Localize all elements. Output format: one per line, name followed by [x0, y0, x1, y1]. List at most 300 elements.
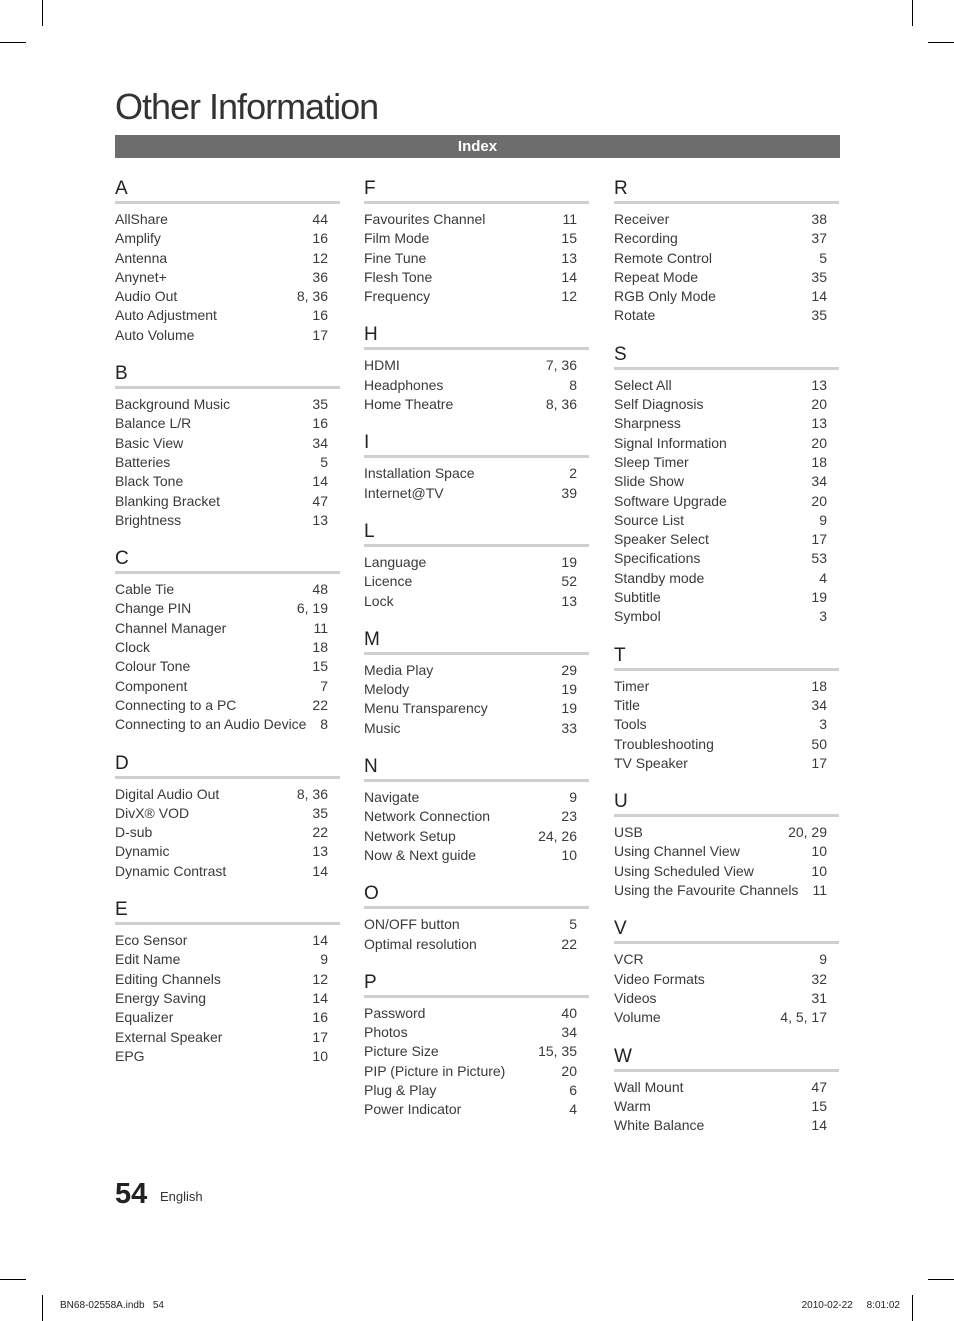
index-entry — [614, 1116, 839, 1135]
index-section — [364, 972, 589, 1120]
index-pages: 35 — [312, 396, 328, 413]
index-pages: 20 — [811, 396, 827, 413]
index-entry — [115, 950, 340, 969]
index-entry — [115, 326, 340, 345]
index-term: Blanking Bracket — [115, 492, 221, 509]
index-section — [364, 521, 589, 611]
index-entry — [614, 607, 839, 626]
index-pages: 11 — [313, 619, 328, 636]
index-entry — [115, 823, 340, 842]
index-entry — [115, 434, 340, 453]
index-entry — [364, 572, 589, 591]
index-entry — [614, 677, 839, 696]
index-section — [364, 178, 589, 306]
index-entry — [364, 807, 589, 826]
index-term: Symbol — [614, 608, 661, 625]
index-pages: 20 — [811, 434, 827, 451]
index-pages: 22 — [561, 935, 577, 952]
index-term: Installation Space — [364, 465, 475, 482]
index-pages: 40 — [561, 1004, 577, 1021]
index-pages: 37 — [811, 230, 827, 247]
index-term: Editing Channels — [115, 970, 221, 987]
index-pages: 9 — [819, 511, 827, 528]
index-term: Wall Mount — [614, 1078, 684, 1095]
index-pages: 14 — [312, 932, 328, 949]
index-pages: 13 — [312, 511, 328, 528]
index-pages: 11 — [562, 211, 577, 227]
index-section — [614, 918, 839, 1027]
index-term: Signal Information — [614, 434, 727, 451]
index-term: Using Scheduled View — [614, 862, 754, 879]
index-term: AllShare — [115, 211, 168, 227]
section-letter: V — [614, 918, 839, 944]
index-entry — [115, 970, 340, 989]
index-term: External Speaker — [115, 1028, 223, 1045]
index-term: Videos — [614, 989, 657, 1006]
index-entry — [364, 719, 589, 738]
index-entry — [115, 1028, 340, 1047]
index-term: Auto Adjustment — [115, 307, 217, 324]
page-language: English — [160, 1189, 203, 1204]
index-pages: 5 — [569, 916, 577, 933]
index-term: Lock — [364, 592, 394, 609]
index-entry — [115, 638, 340, 657]
index-pages: 9 — [320, 951, 328, 968]
index-entry — [614, 549, 839, 568]
index-term: Black Tone — [115, 473, 184, 490]
index-term: Software Upgrade — [614, 492, 727, 509]
index-term: Anynet+ — [115, 268, 167, 285]
section-letter: C — [115, 548, 340, 574]
index-entry — [115, 249, 340, 268]
section-letter: E — [115, 899, 340, 925]
index-pages: 17 — [811, 531, 827, 548]
index-pages: 12 — [312, 970, 328, 987]
index-pages: 6 — [569, 1082, 577, 1099]
index-pages: 10 — [811, 843, 827, 860]
index-pages: 14 — [561, 268, 577, 285]
index-entry — [364, 592, 589, 611]
page-number: 54 — [115, 1178, 148, 1210]
index-term: Optimal resolution — [364, 935, 477, 952]
index-entry — [614, 823, 839, 842]
index-pages: 16 — [312, 230, 328, 247]
index-pages: 10 — [811, 862, 827, 879]
section-letter: O — [364, 883, 589, 909]
index-pages: 13 — [312, 843, 328, 860]
index-pages: 8, 36 — [296, 288, 328, 305]
index-pages: 12 — [312, 249, 328, 266]
crop-mark — [0, 1279, 26, 1280]
index-entry — [364, 1004, 589, 1023]
index-pages: 17 — [312, 1028, 328, 1045]
index-pages: 3 — [819, 716, 827, 733]
section-letter: M — [364, 629, 589, 655]
index-section — [115, 548, 340, 734]
index-pages: 33 — [561, 719, 577, 736]
index-entry — [614, 434, 839, 453]
index-entry — [364, 376, 589, 395]
index-entry — [115, 1008, 340, 1027]
crop-mark — [42, 0, 43, 26]
index-pages: 20, 29 — [788, 824, 827, 841]
index-entry — [115, 210, 340, 229]
index-term: Balance L/R — [115, 415, 192, 432]
index-term: Favourites Channel — [364, 211, 486, 227]
index-pages: 15 — [811, 1097, 827, 1114]
index-entry — [614, 229, 839, 248]
index-entry — [115, 931, 340, 950]
index-pages: 4, 5, 17 — [780, 1009, 827, 1026]
section-letter: B — [115, 363, 340, 389]
index-entry — [364, 249, 589, 268]
section-letter: I — [364, 432, 589, 458]
page-title: Other Information — [115, 86, 379, 127]
index-header-bar: Index — [115, 135, 840, 158]
index-entry — [614, 569, 839, 588]
index-entry — [115, 268, 340, 287]
index-term: Edit Name — [115, 951, 181, 968]
index-section — [115, 899, 340, 1066]
index-entry — [364, 1081, 589, 1100]
crop-mark — [912, 1295, 913, 1321]
index-pages: 10 — [312, 1047, 328, 1064]
index-pages: 12 — [561, 288, 577, 305]
index-term: Component — [115, 677, 188, 694]
index-term: Timer — [614, 677, 650, 694]
index-entry — [364, 356, 589, 375]
index-pages: 18 — [312, 639, 328, 656]
index-pages: 23 — [561, 808, 577, 825]
index-entry — [364, 1042, 589, 1061]
index-entry — [614, 715, 839, 734]
section-letter: H — [364, 324, 589, 350]
crop-mark — [928, 42, 954, 43]
index-term: Source List — [614, 511, 685, 528]
index-term: Network Setup — [364, 827, 456, 844]
index-term: Internet@TV — [364, 484, 444, 501]
index-entry — [614, 989, 839, 1008]
index-pages: 4 — [569, 1101, 577, 1118]
index-term: Sleep Timer — [614, 453, 689, 470]
index-pages: 19 — [811, 589, 827, 606]
index-pages: 35 — [811, 307, 827, 324]
index-term: Receiver — [614, 211, 670, 227]
index-pages: 47 — [811, 1078, 827, 1095]
index-pages: 14 — [811, 288, 827, 305]
index-pages: 9 — [819, 951, 827, 968]
index-pages: 35 — [312, 804, 328, 821]
index-term: Remote Control — [614, 249, 713, 266]
index-pages: 16 — [312, 415, 328, 432]
index-term: Channel Manager — [115, 619, 227, 636]
index-term: PIP (Picture in Picture) — [364, 1062, 506, 1079]
index-term: Media Play — [364, 661, 434, 678]
index-pages: 22 — [312, 824, 328, 841]
index-entry — [614, 1097, 839, 1116]
index-entry — [614, 950, 839, 969]
index-entry — [614, 511, 839, 530]
section-letter: W — [614, 1046, 839, 1072]
index-entry — [364, 268, 589, 287]
index-pages: 31 — [811, 989, 827, 1006]
index-section — [364, 324, 589, 414]
index-term: Music — [364, 719, 401, 736]
index-pages: 16 — [312, 1009, 328, 1026]
index-term: Select All — [614, 376, 672, 393]
index-term: Menu Transparency — [364, 700, 488, 717]
index-pages: 4 — [819, 569, 827, 586]
print-slug-file: BN68-02558A.indb 54 — [60, 1300, 164, 1311]
section-letter: T — [614, 645, 839, 671]
index-entry — [115, 287, 340, 306]
section-letter: D — [115, 753, 340, 779]
index-term: Slide Show — [614, 473, 685, 490]
index-term: Eco Sensor — [115, 932, 188, 949]
index-term: Volume — [614, 1009, 661, 1026]
index-term: Subtitle — [614, 589, 661, 606]
index-term: ON/OFF button — [364, 916, 460, 933]
index-entry — [115, 677, 340, 696]
crop-mark — [912, 0, 913, 26]
index-entry — [115, 842, 340, 861]
index-entry — [115, 492, 340, 511]
index-term: USB — [614, 824, 643, 841]
index-pages: 35 — [811, 268, 827, 285]
section-letter: F — [364, 178, 589, 204]
index-pages: 9 — [569, 789, 577, 806]
index-term: D-sub — [115, 824, 153, 841]
section-letter: S — [614, 344, 839, 370]
index-pages: 17 — [811, 754, 827, 771]
index-entry — [614, 970, 839, 989]
index-term: Film Mode — [364, 230, 430, 247]
index-entry — [115, 804, 340, 823]
index-term: Digital Audio Out — [115, 785, 220, 802]
index-entry — [614, 754, 839, 773]
index-column — [115, 178, 340, 1084]
index-entry — [364, 464, 589, 483]
index-entry — [115, 229, 340, 248]
index-term: Licence — [364, 573, 413, 590]
index-pages: 13 — [811, 415, 827, 432]
index-entry — [364, 210, 589, 229]
index-pages: 29 — [561, 661, 577, 678]
index-term: VCR — [614, 951, 644, 968]
index-term: Using Channel View — [614, 843, 740, 860]
index-entry — [115, 599, 340, 618]
index-entry — [614, 881, 839, 900]
index-section — [115, 363, 340, 530]
index-pages: 11 — [812, 882, 827, 899]
index-term: Repeat Mode — [614, 268, 699, 285]
section-letter: N — [364, 756, 589, 782]
index-pages: 7, 36 — [545, 357, 577, 374]
index-pages: 52 — [561, 573, 577, 590]
index-column — [364, 178, 589, 1138]
index-entry — [115, 715, 340, 734]
index-entry — [115, 785, 340, 804]
index-section — [115, 178, 340, 345]
index-term: HDMI — [364, 357, 400, 374]
index-section — [614, 1046, 839, 1136]
crop-mark — [928, 1279, 954, 1280]
index-pages: 34 — [811, 473, 827, 490]
index-term: Fine Tune — [364, 249, 427, 266]
index-term: Frequency — [364, 288, 431, 305]
index-pages: 2 — [569, 465, 577, 482]
index-entry — [115, 989, 340, 1008]
crop-mark — [0, 42, 26, 43]
index-entry — [614, 287, 839, 306]
index-pages: 16 — [312, 307, 328, 324]
index-term: Picture Size — [364, 1043, 439, 1060]
index-term: Tools — [614, 716, 647, 733]
index-entry — [364, 699, 589, 718]
index-section — [614, 791, 839, 900]
index-term: Headphones — [364, 376, 444, 393]
index-entry — [364, 1062, 589, 1081]
index-pages: 20 — [811, 492, 827, 509]
index-pages: 24, 26 — [538, 827, 577, 844]
index-term: Now & Next guide — [364, 846, 477, 863]
index-term: Sharpness — [614, 415, 681, 432]
index-pages: 8 — [569, 376, 577, 393]
index-entry — [364, 1100, 589, 1119]
index-pages: 13 — [561, 249, 577, 266]
index-entry — [614, 735, 839, 754]
index-term: Language — [364, 553, 427, 570]
index-term: Brightness — [115, 511, 182, 528]
index-column — [614, 178, 839, 1153]
index-term: Colour Tone — [115, 658, 191, 675]
index-pages: 22 — [312, 696, 328, 713]
index-entry — [614, 414, 839, 433]
index-term: Standby mode — [614, 569, 705, 586]
index-term: Power Indicator — [364, 1101, 462, 1118]
index-entry — [364, 680, 589, 699]
index-pages: 10 — [561, 846, 577, 863]
index-term: Speaker Select — [614, 531, 709, 548]
index-entry — [614, 696, 839, 715]
index-entry — [614, 453, 839, 472]
index-term: Antenna — [115, 249, 168, 266]
index-pages: 7 — [320, 677, 328, 694]
index-term: Photos — [364, 1024, 408, 1041]
index-entry — [614, 306, 839, 325]
index-entry — [614, 395, 839, 414]
index-entry — [364, 229, 589, 248]
index-term: Self Diagnosis — [614, 396, 704, 413]
index-term: Network Connection — [364, 808, 491, 825]
index-term: TV Speaker — [614, 754, 688, 771]
index-term: Connecting to an Audio Device — [115, 716, 307, 733]
index-pages: 15 — [312, 658, 328, 675]
index-entry — [364, 846, 589, 865]
index-pages: 8, 36 — [545, 396, 577, 413]
index-pages: 34 — [312, 434, 328, 451]
index-term: Password — [364, 1004, 426, 1021]
index-term: Audio Out — [115, 288, 178, 305]
index-entry — [364, 1023, 589, 1042]
index-pages: 34 — [811, 696, 827, 713]
index-term: Using the Favourite Channels — [614, 882, 799, 899]
index-term: Clock — [115, 639, 151, 656]
index-section — [614, 645, 839, 773]
section-letter: U — [614, 791, 839, 817]
index-entry — [614, 210, 839, 229]
index-entry — [364, 484, 589, 503]
index-entry — [614, 862, 839, 881]
index-pages: 13 — [811, 376, 827, 393]
index-entry — [364, 661, 589, 680]
index-term: Navigate — [364, 789, 420, 806]
index-term: Change PIN — [115, 600, 192, 617]
index-entry — [614, 268, 839, 287]
index-entry — [364, 553, 589, 572]
index-pages: 3 — [819, 608, 827, 625]
index-pages: 39 — [561, 484, 577, 501]
index-term: Flesh Tone — [364, 268, 433, 285]
index-pages: 18 — [811, 453, 827, 470]
index-pages: 15, 35 — [538, 1043, 577, 1060]
index-term: Rotate — [614, 307, 656, 324]
index-entry — [614, 249, 839, 268]
index-pages: 19 — [561, 553, 577, 570]
index-section — [614, 178, 839, 326]
index-term: Dynamic — [115, 843, 170, 860]
index-term: RGB Only Mode — [614, 288, 716, 305]
index-term: Plug & Play — [364, 1082, 437, 1099]
index-entry — [614, 376, 839, 395]
index-term: Video Formats — [614, 970, 705, 987]
index-pages: 20 — [561, 1062, 577, 1079]
index-pages: 14 — [312, 473, 328, 490]
index-pages: 5 — [819, 249, 827, 266]
index-pages: 8 — [320, 716, 328, 733]
index-section — [364, 432, 589, 503]
index-entry — [115, 453, 340, 472]
index-entry — [115, 580, 340, 599]
index-pages: 48 — [312, 581, 328, 598]
index-entry — [614, 492, 839, 511]
index-entry — [614, 472, 839, 491]
index-term: Background Music — [115, 396, 231, 413]
index-term: Specifications — [614, 550, 701, 567]
index-pages: 44 — [312, 211, 328, 227]
index-pages: 50 — [811, 735, 827, 752]
index-entry — [115, 696, 340, 715]
index-entry — [115, 306, 340, 325]
index-entry — [614, 1078, 839, 1097]
index-term: Connecting to a PC — [115, 696, 237, 713]
index-term: Title — [614, 696, 640, 713]
index-term: Warm — [614, 1097, 651, 1114]
index-entry — [614, 588, 839, 607]
print-slug-timestamp: 2010-02-22 8:01:02 — [801, 1300, 900, 1311]
index-section — [115, 753, 340, 881]
index-term: Recording — [614, 230, 678, 247]
index-pages: 8, 36 — [296, 785, 328, 802]
index-pages: 5 — [320, 453, 328, 470]
crop-mark — [42, 1295, 43, 1321]
index-entry — [364, 915, 589, 934]
index-term: DivX® VOD — [115, 804, 190, 821]
index-entry — [115, 657, 340, 676]
index-pages: 6, 19 — [296, 600, 328, 617]
index-entry — [115, 395, 340, 414]
index-term: Amplify — [115, 230, 161, 247]
